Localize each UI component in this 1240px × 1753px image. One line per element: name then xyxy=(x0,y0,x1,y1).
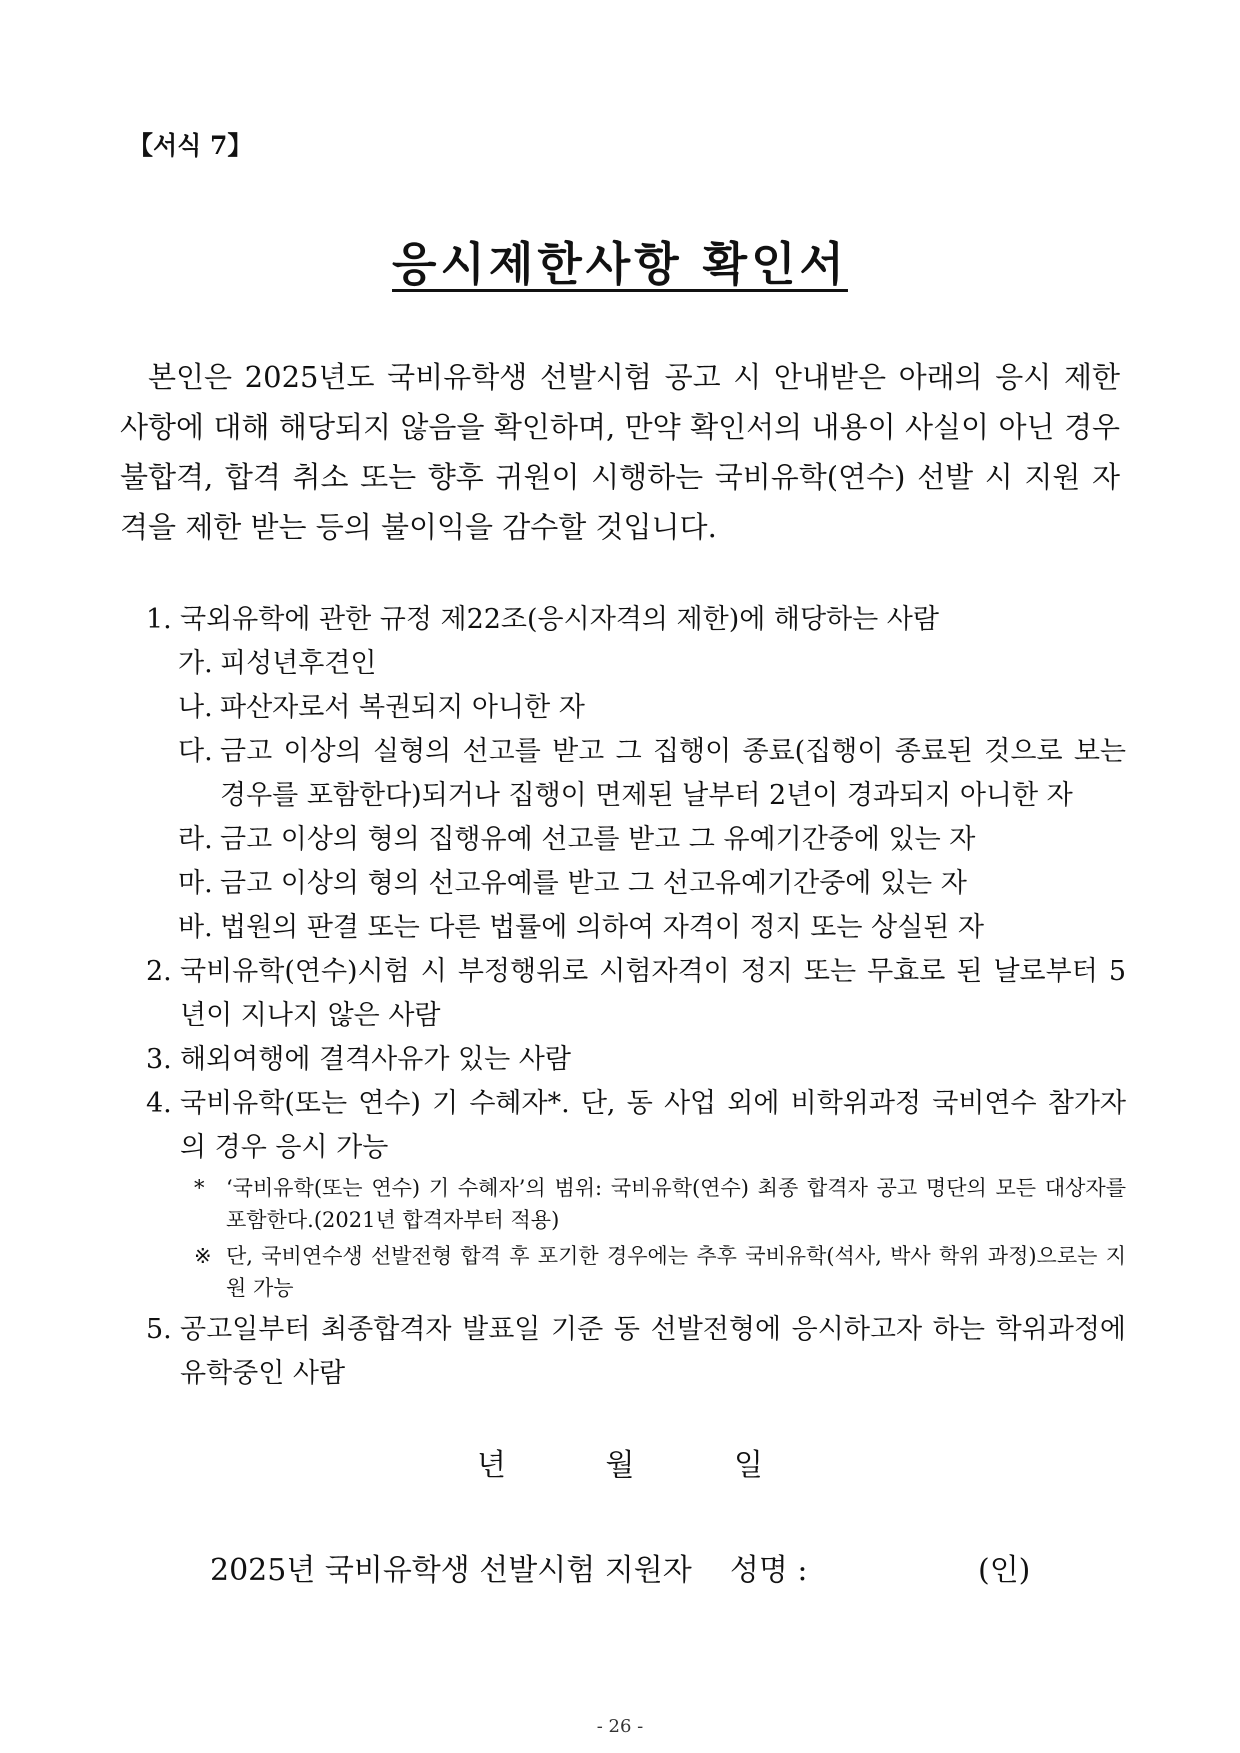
footnote xyxy=(146,1172,1126,1236)
item-text: 공고일부터 최종합격자 발표일 기준 동 선발전형에 응시하고자 하는 학위과정에 유학중인 사람 xyxy=(180,1314,1126,1389)
note-list xyxy=(146,1172,1126,1304)
intro-paragraph: 본인은 2025년도 국비유학생 선발시험 공고 시 안내받은 아래의 응시 제한 사항에 대해 해당되지 않음을 확인하며, 만약 확인서의 내용이 사실이 아닌 경우 불합격, 합격 취소 또는 향후 귀원이 시행하는 국비유학(연수) 선발 시 지원 자격을 제한 받는 등의 불이익을 감수할 것입니다. xyxy=(120,360,1120,544)
page-number: - 26 - xyxy=(596,1716,644,1737)
sub-text: 파산자로서 복권되지 아니한 자 xyxy=(220,692,585,723)
date-month: 월 xyxy=(605,1448,635,1483)
sub-mark: 마. xyxy=(178,868,213,899)
item-number: 5. xyxy=(146,1314,172,1345)
form-label: 【서식 7】 xyxy=(128,131,253,160)
item-number: 2. xyxy=(146,956,172,987)
sub-text: 금고 이상의 형의 집행유예 선고를 받고 그 유예기간중에 있는 자 xyxy=(220,824,976,855)
sub-text: 법원의 판결 또는 다른 법률에 의하여 자격이 정지 또는 상실된 자 xyxy=(220,912,984,943)
sub-mark: 바. xyxy=(178,912,213,943)
item-text: 국비유학(연수)시험 시 부정행위로 시험자격이 정지 또는 무효로 된 날로부터 5년이 지나지 않은 사람 xyxy=(180,956,1126,1031)
item-number: 1. xyxy=(146,604,172,635)
seal-mark: (인) xyxy=(978,1553,1031,1588)
sub-text: 피성년후견인 xyxy=(220,648,377,679)
date-line xyxy=(0,1440,1240,1484)
sub-mark: 가. xyxy=(178,648,213,679)
sub-mark: 나. xyxy=(178,692,213,723)
item-number: 4. xyxy=(146,1088,172,1119)
list-item xyxy=(146,950,1126,1038)
sub-text: 금고 이상의 형의 선고유예를 받고 그 선고유예기간중에 있는 자 xyxy=(220,868,967,899)
list-item xyxy=(146,1038,1126,1082)
sub-item xyxy=(146,686,1126,730)
item-text: 해외여행에 결격사유가 있는 사람 xyxy=(180,1044,571,1075)
item-text: 국비유학(또는 연수) 기 수혜자*. 단, 동 사업 외에 비학위과정 국비연수 참가자의 경우 응시 가능 xyxy=(180,1088,1126,1163)
note-text: 단, 국비연수생 선발전형 합격 후 포기한 경우에는 추후 국비유학(석사, 박사 학위 과정)으로는 지원 가능 xyxy=(226,1244,1126,1300)
sub-item xyxy=(146,818,1126,862)
signature-text: 2025년 국비유학생 선발시험 지원자 성명 : xyxy=(210,1553,808,1588)
signature-line xyxy=(210,1545,1031,1589)
sub-mark: 라. xyxy=(178,824,213,855)
list-item xyxy=(146,1308,1126,1396)
sub-item xyxy=(146,730,1126,818)
note-mark: * xyxy=(194,1176,205,1200)
list-item xyxy=(146,598,1126,642)
note-text: ‘국비유학(또는 연수) 기 수혜자’의 범위: 국비유학(연수) 최종 합격자 공고 명단의 모든 대상자를 포함한다.(2021년 합격자부터 적용) xyxy=(226,1176,1126,1232)
sub-item xyxy=(146,906,1126,950)
item-number: 3. xyxy=(146,1044,172,1075)
item-text: 국외유학에 관한 규정 제22조(응시자격의 제한)에 해당하는 사람 xyxy=(180,604,939,635)
date-year: 년 xyxy=(476,1448,506,1483)
sub-text: 금고 이상의 실형의 선고를 받고 그 집행이 종료(집행이 종료된 것으로 보는 경우를 포함한다)되거나 집행이 면제된 날부터 2년이 경과되지 아니한 자 xyxy=(220,736,1126,811)
sub-item xyxy=(146,862,1126,906)
restriction-list xyxy=(146,598,1126,1396)
sub-mark: 다. xyxy=(178,736,213,767)
title-wrap xyxy=(0,228,1240,294)
sub-item xyxy=(146,642,1126,686)
list-item xyxy=(146,1082,1126,1170)
date-day: 일 xyxy=(734,1448,764,1483)
sub-list xyxy=(146,642,1126,950)
note-mark: ※ xyxy=(194,1244,212,1268)
footnote xyxy=(146,1240,1126,1304)
document-title: 응시제한사항 확인서 xyxy=(392,237,848,291)
